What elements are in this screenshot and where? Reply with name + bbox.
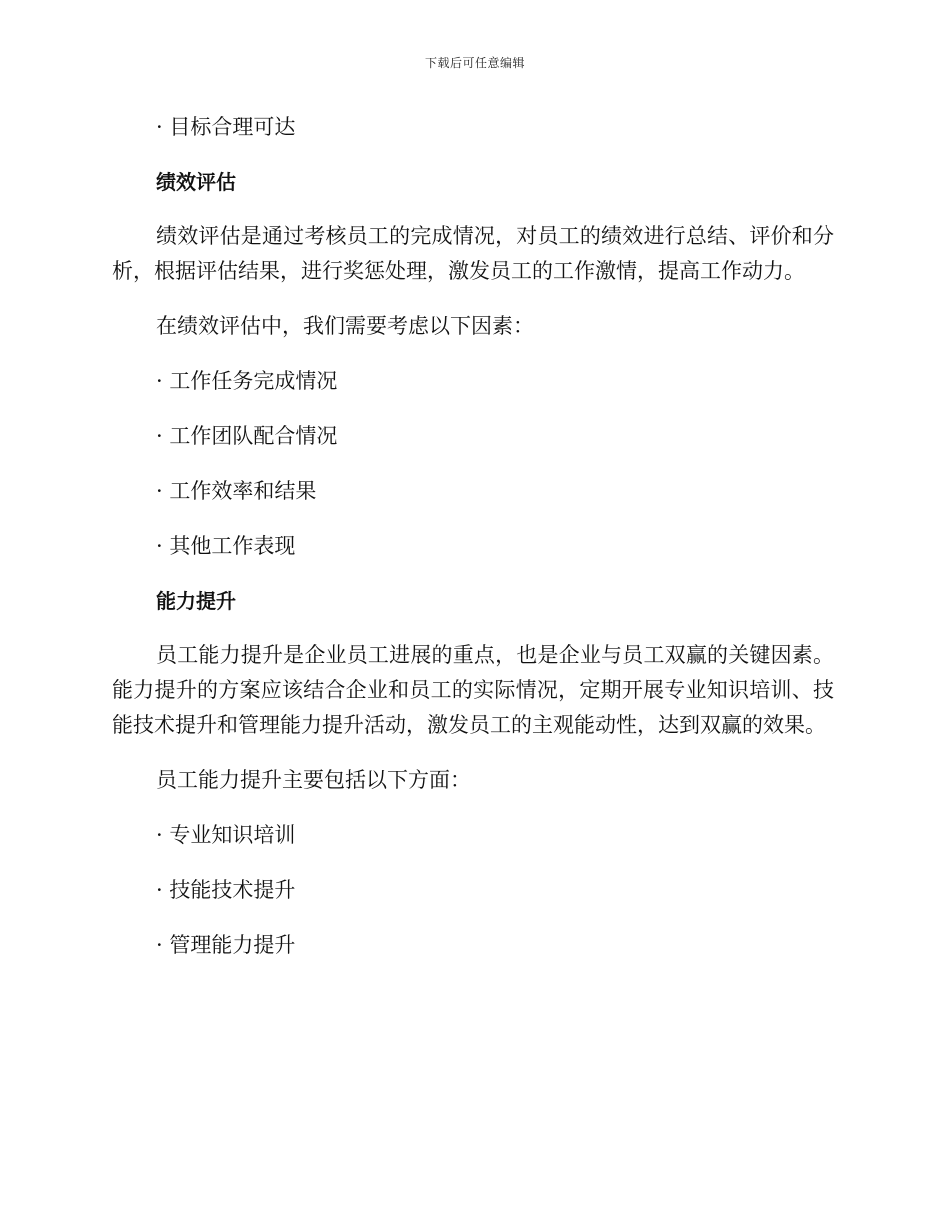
section-heading-eval: 绩效评估 [156,170,236,194]
document-body [112,110,834,983]
bullet-item: · 管理能力提升 [156,933,296,957]
section-heading-ability: 能力提升 [156,589,236,613]
paragraph-eval-intro: 在绩效评估中，我们需要考虑以下因素： [156,314,534,338]
bullet-item: · 其他工作表现 [156,534,296,558]
bullet-item: · 工作任务完成情况 [156,369,338,393]
bullet-item: · 专业知识培训 [156,823,296,847]
bullet-item: · 工作效率和结果 [156,479,317,503]
bullet-item: · 目标合理可达 [156,115,296,139]
paragraph-ability-intro: 员工能力提升主要包括以下方面： [156,768,471,792]
paragraph-eval: 绩效评估是通过考核员工的完成情况，对员工的绩效进行总结、评价和分析，根据评估结果，进行奖惩处理，激发员工的工作激情，提高工作动力。 [112,224,834,283]
paragraph-ability: 员工能力提升是企业员工进展的重点，也是企业与员工双赢的关键因素。能力提升的方案应该结合企业和员工的实际情况，定期开展专业知识培训、技能技术提升和管理能力提升活动，激发员工的主观能动性，达到双赢的效果。 [112,643,834,737]
header-note: 下载后可任意编辑 [424,56,525,70]
bullet-item: · 工作团队配合情况 [156,424,338,448]
bullet-item: · 技能技术提升 [156,878,296,902]
